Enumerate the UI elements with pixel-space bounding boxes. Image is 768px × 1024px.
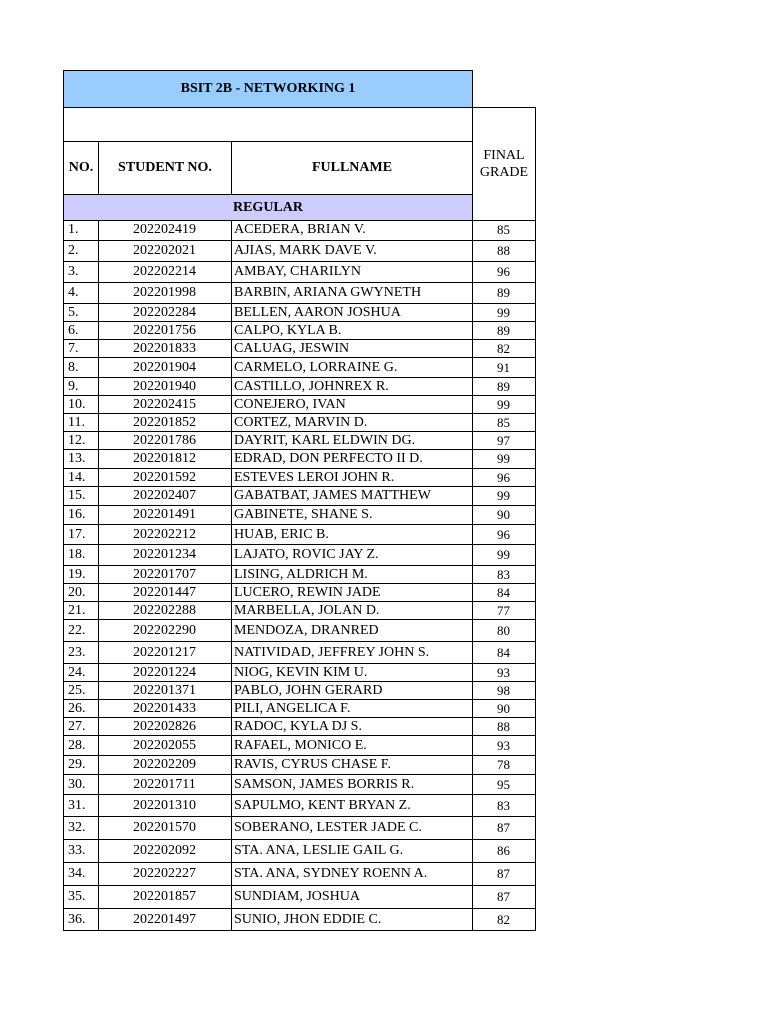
row-number: 29. — [63, 756, 99, 774]
row-number: 30. — [63, 775, 99, 794]
table-row — [63, 241, 536, 262]
row-number: 12. — [63, 432, 99, 449]
student-number: 202202214 — [98, 262, 232, 282]
student-fullname: MARBELLA, JOLAN D. — [231, 602, 473, 619]
table-row — [63, 378, 536, 396]
row-number: 11. — [63, 414, 99, 431]
table-row — [63, 358, 536, 378]
final-grade: 90 — [472, 506, 536, 524]
student-fullname: RADOC, KYLA DJ S. — [231, 718, 473, 735]
final-grade: 82 — [472, 909, 536, 930]
table-row — [63, 322, 536, 340]
student-number: 202202290 — [98, 620, 232, 641]
table-row — [63, 840, 536, 863]
final-grade: 99 — [472, 304, 536, 321]
student-number: 202201433 — [98, 700, 232, 717]
table-row — [63, 396, 536, 414]
table-row — [63, 756, 536, 775]
table-row — [63, 863, 536, 886]
student-fullname: SAPULMO, KENT BRYAN Z. — [231, 795, 473, 816]
final-grade: 80 — [472, 620, 536, 641]
student-fullname: CONEJERO, IVAN — [231, 396, 473, 413]
student-number: 202201371 — [98, 682, 232, 699]
student-number: 202202092 — [98, 840, 232, 862]
student-number: 202202419 — [98, 220, 232, 240]
student-number: 202201756 — [98, 322, 232, 339]
section-regular: REGULAR — [63, 194, 473, 221]
table-row — [63, 736, 536, 756]
student-fullname: MENDOZA, DRANRED — [231, 620, 473, 641]
blank-header-row — [63, 107, 473, 142]
student-fullname: LUCERO, REWIN JADE — [231, 584, 473, 601]
final-grade: 89 — [472, 283, 536, 303]
student-fullname: LISING, ALDRICH M. — [231, 566, 473, 583]
table-row — [63, 304, 536, 322]
final-grade: 96 — [472, 525, 536, 544]
final-grade: 82 — [472, 340, 536, 357]
header-no: NO. — [63, 141, 99, 195]
table-row — [63, 262, 536, 283]
student-number: 202201497 — [98, 909, 232, 930]
table-row — [63, 432, 536, 450]
sheet-title: BSIT 2B - NETWORKING 1 — [63, 70, 473, 108]
table-row — [63, 602, 536, 620]
student-fullname: GABINETE, SHANE S. — [231, 506, 473, 524]
table-row — [63, 525, 536, 545]
student-number: 202201217 — [98, 642, 232, 663]
final-grade: 88 — [472, 241, 536, 261]
student-fullname: PABLO, JOHN GERARD — [231, 682, 473, 699]
row-number: 20. — [63, 584, 99, 601]
row-number: 6. — [63, 322, 99, 339]
table-row — [63, 450, 536, 469]
row-number: 1. — [63, 220, 99, 240]
student-fullname: EDRAD, DON PERFECTO II D. — [231, 450, 473, 468]
student-fullname: NIOG, KEVIN KIM U. — [231, 664, 473, 681]
final-grade: 90 — [472, 700, 536, 717]
student-number: 202201857 — [98, 886, 232, 908]
student-fullname: HUAB, ERIC B. — [231, 525, 473, 544]
student-number: 202202415 — [98, 396, 232, 413]
row-number: 16. — [63, 506, 99, 524]
row-number: 25. — [63, 682, 99, 699]
final-grade: 87 — [472, 817, 536, 839]
student-fullname: BELLEN, AARON JOSHUA — [231, 304, 473, 321]
student-number: 202202407 — [98, 487, 232, 505]
final-grade: 84 — [472, 584, 536, 601]
table-row — [63, 886, 536, 909]
final-grade: 91 — [472, 358, 536, 377]
row-number: 3. — [63, 262, 99, 282]
student-number: 202202288 — [98, 602, 232, 619]
row-number: 35. — [63, 886, 99, 908]
student-number: 202201491 — [98, 506, 232, 524]
student-number: 202201786 — [98, 432, 232, 449]
final-grade: 83 — [472, 795, 536, 816]
student-number: 202201570 — [98, 817, 232, 839]
final-grade: 86 — [472, 840, 536, 862]
student-number: 202201310 — [98, 795, 232, 816]
table-row — [63, 664, 536, 682]
row-number: 7. — [63, 340, 99, 357]
student-fullname: RAVIS, CYRUS CHASE F. — [231, 756, 473, 774]
final-grade: 84 — [472, 642, 536, 663]
final-grade: 96 — [472, 262, 536, 282]
student-number: 202201998 — [98, 283, 232, 303]
student-number: 202201224 — [98, 664, 232, 681]
student-number: 202202212 — [98, 525, 232, 544]
student-fullname: CASTILLO, JOHNREX R. — [231, 378, 473, 395]
table-row — [63, 700, 536, 718]
student-fullname: STA. ANA, LESLIE GAIL G. — [231, 840, 473, 862]
student-fullname: CORTEZ, MARVIN D. — [231, 414, 473, 431]
student-fullname: STA. ANA, SYDNEY ROENN A. — [231, 863, 473, 885]
table-row — [63, 795, 536, 817]
final-grade: 87 — [472, 863, 536, 885]
student-fullname: CALPO, KYLA B. — [231, 322, 473, 339]
final-grade: 77 — [472, 602, 536, 619]
final-grade: 78 — [472, 756, 536, 774]
final-grade: 93 — [472, 664, 536, 681]
row-number: 27. — [63, 718, 99, 735]
student-fullname: CARMELO, LORRAINE G. — [231, 358, 473, 377]
row-number: 33. — [63, 840, 99, 862]
row-number: 28. — [63, 736, 99, 755]
final-grade: 99 — [472, 545, 536, 565]
row-number: 32. — [63, 817, 99, 839]
row-number: 26. — [63, 700, 99, 717]
final-grade: 93 — [472, 736, 536, 755]
table-row — [63, 545, 536, 566]
table-row — [63, 283, 536, 304]
row-number: 4. — [63, 283, 99, 303]
final-grade: 99 — [472, 396, 536, 413]
student-number: 202201234 — [98, 545, 232, 565]
student-number: 202201852 — [98, 414, 232, 431]
row-number: 10. — [63, 396, 99, 413]
table-row — [63, 469, 536, 487]
final-grade: 83 — [472, 566, 536, 583]
student-fullname: SAMSON, JAMES BORRIS R. — [231, 775, 473, 794]
student-number: 202201833 — [98, 340, 232, 357]
student-fullname: SUNIO, JHON EDDIE C. — [231, 909, 473, 930]
row-number: 21. — [63, 602, 99, 619]
row-number: 14. — [63, 469, 99, 486]
row-number: 23. — [63, 642, 99, 663]
student-number: 202201707 — [98, 566, 232, 583]
table-row — [63, 487, 536, 506]
student-fullname: PILI, ANGELICA F. — [231, 700, 473, 717]
table-row — [63, 414, 536, 432]
row-number: 34. — [63, 863, 99, 885]
final-grade: 99 — [472, 450, 536, 468]
student-fullname: ESTEVES LEROI JOHN R. — [231, 469, 473, 486]
final-grade: 95 — [472, 775, 536, 794]
final-grade: 89 — [472, 322, 536, 339]
row-number: 2. — [63, 241, 99, 261]
row-number: 17. — [63, 525, 99, 544]
student-number: 202202209 — [98, 756, 232, 774]
row-number: 13. — [63, 450, 99, 468]
header-fullname: FULLNAME — [231, 141, 473, 195]
table-row — [63, 620, 536, 642]
final-grade: 89 — [472, 378, 536, 395]
student-fullname: AJIAS, MARK DAVE V. — [231, 241, 473, 261]
student-fullname: BARBIN, ARIANA GWYNETH — [231, 283, 473, 303]
student-fullname: SUNDIAM, JOSHUA — [231, 886, 473, 908]
student-number: 202202227 — [98, 863, 232, 885]
student-number: 202201940 — [98, 378, 232, 395]
table-row — [63, 718, 536, 736]
table-row — [63, 642, 536, 664]
student-fullname: RAFAEL, MONICO E. — [231, 736, 473, 755]
table-row — [63, 682, 536, 700]
row-number: 31. — [63, 795, 99, 816]
table-row — [63, 340, 536, 358]
row-number: 8. — [63, 358, 99, 377]
student-fullname: SOBERANO, LESTER JADE C. — [231, 817, 473, 839]
row-number: 9. — [63, 378, 99, 395]
table-row — [63, 566, 536, 584]
student-number: 202201592 — [98, 469, 232, 486]
final-grade: 99 — [472, 487, 536, 505]
student-number: 202202284 — [98, 304, 232, 321]
student-fullname: LAJATO, ROVIC JAY Z. — [231, 545, 473, 565]
student-number: 202202826 — [98, 718, 232, 735]
row-number: 36. — [63, 909, 99, 930]
table-row — [63, 584, 536, 602]
row-number: 5. — [63, 304, 99, 321]
final-grade: 88 — [472, 718, 536, 735]
student-number: 202202021 — [98, 241, 232, 261]
final-grade: 96 — [472, 469, 536, 486]
table-row — [63, 506, 536, 525]
final-grade: 87 — [472, 886, 536, 908]
final-grade: 98 — [472, 682, 536, 699]
row-number: 19. — [63, 566, 99, 583]
row-number: 22. — [63, 620, 99, 641]
student-number: 202201812 — [98, 450, 232, 468]
final-grade: 97 — [472, 432, 536, 449]
student-number: 202201711 — [98, 775, 232, 794]
student-fullname: GABATBAT, JAMES MATTHEW — [231, 487, 473, 505]
final-grade: 85 — [472, 220, 536, 240]
row-number: 24. — [63, 664, 99, 681]
table-row — [63, 909, 536, 931]
student-fullname: CALUAG, JESWIN — [231, 340, 473, 357]
header-student-no: STUDENT NO. — [98, 141, 232, 195]
student-fullname: DAYRIT, KARL ELDWIN DG. — [231, 432, 473, 449]
student-fullname: ACEDERA, BRIAN V. — [231, 220, 473, 240]
student-fullname: NATIVIDAD, JEFFREY JOHN S. — [231, 642, 473, 663]
header-final-grade: FINAL GRADE — [472, 107, 536, 221]
student-number: 202202055 — [98, 736, 232, 755]
student-number: 202201904 — [98, 358, 232, 377]
table-row — [63, 775, 536, 795]
student-number: 202201447 — [98, 584, 232, 601]
final-grade: 85 — [472, 414, 536, 431]
row-number: 15. — [63, 487, 99, 505]
table-row — [63, 220, 536, 241]
row-number: 18. — [63, 545, 99, 565]
table-row — [63, 817, 536, 840]
student-fullname: AMBAY, CHARILYN — [231, 262, 473, 282]
